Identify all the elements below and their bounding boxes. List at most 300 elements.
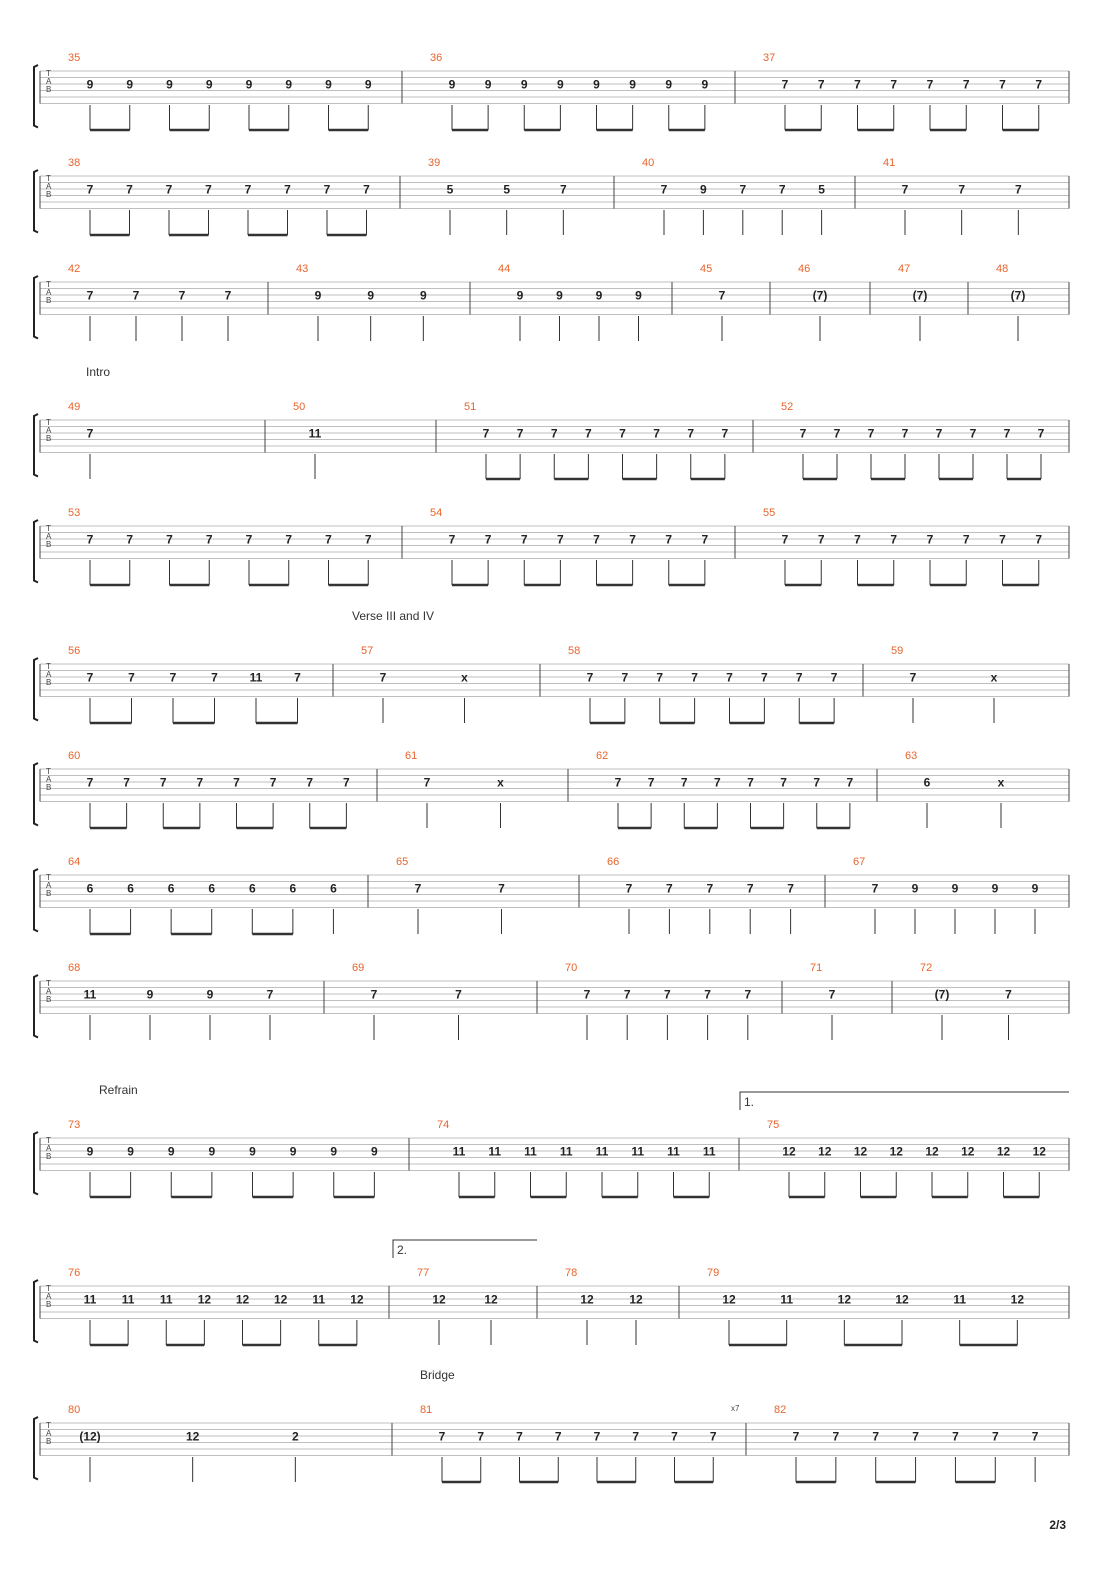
volta-bracket <box>393 1240 537 1258</box>
fret-number: 7 <box>325 532 332 547</box>
fret-number: 7 <box>438 1429 446 1444</box>
measure-number: 70 <box>565 962 578 974</box>
section-label: Intro <box>86 365 111 379</box>
measure-number: 61 <box>405 750 418 762</box>
system-bracket <box>34 763 38 826</box>
fret-number: 7 <box>781 77 789 92</box>
fret-number: 7 <box>477 1429 485 1444</box>
fret-number: x <box>497 775 504 790</box>
fret-number: 7 <box>665 532 673 547</box>
fret-number: 2 <box>291 1429 299 1444</box>
fret-number: 7 <box>781 532 789 547</box>
fret-number: 7 <box>593 532 600 547</box>
fret-number: 9 <box>593 77 600 92</box>
fret-number: 9 <box>556 288 563 303</box>
fret-number: 9 <box>1031 881 1039 896</box>
fret-number: 9 <box>635 288 642 303</box>
fret-number: 5 <box>818 182 825 197</box>
tab-clef-letter: B <box>46 296 52 305</box>
measure-number: 57 <box>361 645 374 657</box>
system-bracket <box>34 65 38 128</box>
fret-number: 7 <box>128 670 135 685</box>
fret-number: 7 <box>423 775 431 790</box>
fret-number: 7 <box>165 182 173 197</box>
fret-number: 11 <box>524 1144 537 1159</box>
tab-clef-letter: B <box>46 434 52 443</box>
volta-number: 1. <box>744 1095 755 1109</box>
fret-number: 7 <box>799 426 807 441</box>
system-bracket <box>34 869 38 932</box>
fret-number: 7 <box>623 987 631 1002</box>
fret-number: 7 <box>323 182 331 197</box>
fret-number: 7 <box>958 182 966 197</box>
fret-number: 9 <box>557 77 564 92</box>
fret-number: (7) <box>1010 288 1026 303</box>
fret-number: 7 <box>285 532 293 547</box>
fret-number: 9 <box>700 182 707 197</box>
measure-number: 54 <box>430 507 443 519</box>
tab-clef-letter: A <box>46 1144 52 1153</box>
fret-number: 7 <box>704 987 711 1002</box>
fret-number: 7 <box>86 532 94 547</box>
measure-number: 45 <box>700 263 713 275</box>
fret-number: 7 <box>744 987 752 1002</box>
fret-number: 7 <box>269 775 277 790</box>
tab-clef-letter: B <box>46 190 52 199</box>
tab-clef-letter: A <box>46 1292 52 1301</box>
fret-number: 12 <box>853 1144 868 1159</box>
measure-number: 39 <box>428 157 441 169</box>
fret-number: 12 <box>837 1292 852 1307</box>
fret-number: 7 <box>991 1429 999 1444</box>
fret-number: 7 <box>709 1429 717 1444</box>
fret-number: 11 <box>953 1292 967 1307</box>
tab-clef-letter: B <box>46 85 52 94</box>
fret-number: 7 <box>205 532 213 547</box>
fret-number: 9 <box>206 987 214 1002</box>
fret-number: 7 <box>1014 182 1022 197</box>
fret-number: 11 <box>121 1292 135 1307</box>
tab-clef-letter: T <box>46 873 51 882</box>
measure-number: 72 <box>920 962 933 974</box>
fret-number: 6 <box>167 881 175 896</box>
fret-number: 6 <box>923 775 931 790</box>
fret-number: 11 <box>631 1144 645 1159</box>
fret-number: 6 <box>86 881 94 896</box>
fret-number: 7 <box>294 670 301 685</box>
fret-number: 7 <box>778 182 786 197</box>
fret-number: 7 <box>211 670 218 685</box>
fret-number: 12 <box>961 1144 975 1159</box>
measure-number: 52 <box>781 401 794 413</box>
fret-number: 7 <box>999 532 1006 547</box>
fret-number: 12 <box>432 1292 446 1307</box>
fret-number: 6 <box>248 881 256 896</box>
fret-number: 7 <box>559 182 567 197</box>
fret-number: 9 <box>701 77 709 92</box>
fret-number: 7 <box>593 1429 601 1444</box>
fret-number: 7 <box>233 775 240 790</box>
fret-number: (12) <box>79 1429 101 1444</box>
fret-number: 9 <box>285 77 293 92</box>
measure-number: 65 <box>396 856 409 868</box>
fret-number: 7 <box>166 532 173 547</box>
fret-number: 7 <box>647 775 655 790</box>
fret-number: 12 <box>484 1292 498 1307</box>
fret-number: 7 <box>448 532 456 547</box>
fret-number: 9 <box>991 881 999 896</box>
measure-number: 79 <box>707 1267 720 1279</box>
tab-clef-letter: B <box>46 1437 52 1446</box>
section-label: Bridge <box>420 1368 455 1382</box>
fret-number: 5 <box>503 182 511 197</box>
page-number: 2/3 <box>1049 1518 1066 1532</box>
fret-number: 7 <box>664 987 671 1002</box>
tab-clef-letter: T <box>46 524 51 533</box>
fret-number: 9 <box>665 77 673 92</box>
fret-number: 7 <box>557 532 564 547</box>
fret-number: 7 <box>926 532 934 547</box>
fret-number: 7 <box>890 532 898 547</box>
fret-number: 7 <box>343 775 350 790</box>
fret-number: 7 <box>126 532 134 547</box>
fret-number: 11 <box>452 1144 466 1159</box>
fret-number: 12 <box>629 1292 643 1307</box>
fret-number: 12 <box>889 1144 903 1159</box>
measure-number: 63 <box>905 750 918 762</box>
fret-number: 7 <box>520 532 528 547</box>
measure-number: 78 <box>565 1267 578 1279</box>
fret-number: 7 <box>746 881 754 896</box>
fret-number: 6 <box>127 881 134 896</box>
fret-number: 7 <box>962 77 970 92</box>
fret-number: 7 <box>671 1429 678 1444</box>
tab-clef-letter: B <box>46 540 52 549</box>
system-bracket <box>34 276 38 339</box>
measure-number: 50 <box>293 401 306 413</box>
fret-number: 7 <box>680 775 688 790</box>
fret-number: 7 <box>632 1429 640 1444</box>
repeat-count: x7 <box>731 1404 740 1413</box>
tab-clef-letter: A <box>46 987 52 996</box>
fret-number: 9 <box>330 1144 338 1159</box>
fret-number: 11 <box>83 1292 97 1307</box>
measure-number: 69 <box>352 962 365 974</box>
fret-number: 11 <box>559 1144 573 1159</box>
section-label: Refrain <box>99 1083 138 1097</box>
measure-number: 55 <box>763 507 776 519</box>
fret-number: 7 <box>830 670 838 685</box>
fret-number: 9 <box>126 77 134 92</box>
fret-number: 7 <box>795 670 803 685</box>
fret-number: 9 <box>419 288 427 303</box>
fret-number: 7 <box>660 182 668 197</box>
fret-number: 12 <box>197 1292 212 1307</box>
fret-number: 12 <box>350 1292 364 1307</box>
fret-number: 7 <box>1031 1429 1039 1444</box>
fret-number: 7 <box>482 426 490 441</box>
fret-number: 7 <box>854 77 861 92</box>
tab-clef-letter: A <box>46 77 52 86</box>
tab-clef-letter: B <box>46 783 52 792</box>
measure-number: 66 <box>607 856 620 868</box>
measure-number: 47 <box>898 263 911 275</box>
fret-number: 7 <box>739 182 747 197</box>
fret-number: 7 <box>787 881 794 896</box>
fret-number: 9 <box>595 288 603 303</box>
fret-number: 7 <box>159 775 167 790</box>
fret-number: 11 <box>308 426 322 441</box>
fret-number: 7 <box>629 532 636 547</box>
fret-number: 7 <box>1035 77 1043 92</box>
tab-clef-letter: T <box>46 979 51 988</box>
measure-number: 74 <box>437 1119 450 1131</box>
tab-clef-letter: T <box>46 767 51 776</box>
measure-number: 71 <box>810 962 823 974</box>
fret-number: x <box>990 670 998 685</box>
fret-number: 5 <box>446 182 454 197</box>
fret-number: 7 <box>244 182 252 197</box>
system-bracket <box>34 414 38 477</box>
tab-clef-letter: T <box>46 1284 51 1293</box>
fret-number: x <box>997 775 1005 790</box>
fret-number: 7 <box>621 670 629 685</box>
volta-number: 2. <box>397 1243 408 1257</box>
fret-number: 7 <box>706 881 714 896</box>
system-bracket <box>34 658 38 721</box>
fret-number: 12 <box>235 1292 250 1307</box>
measure-number: 41 <box>883 157 896 169</box>
fret-number: 7 <box>872 1429 880 1444</box>
fret-number: 7 <box>1035 532 1043 547</box>
fret-number: 7 <box>516 426 524 441</box>
fret-number: 9 <box>314 288 322 303</box>
fret-number: 7 <box>867 426 875 441</box>
fret-number: 7 <box>792 1429 800 1444</box>
measure-number: 82 <box>774 1404 787 1416</box>
fret-number: 9 <box>629 77 636 92</box>
fret-number: 12 <box>722 1292 736 1307</box>
measure-number: 76 <box>68 1267 81 1279</box>
fret-number: 7 <box>614 775 622 790</box>
fret-number: 7 <box>86 426 94 441</box>
fret-number: 7 <box>999 77 1006 92</box>
fret-number: 9 <box>208 1144 216 1159</box>
fret-number: 7 <box>414 881 422 896</box>
fret-number: 11 <box>702 1144 716 1159</box>
fret-number: 7 <box>585 426 592 441</box>
fret-number: 7 <box>306 775 314 790</box>
tab-clef-letter: A <box>46 426 52 435</box>
fret-number: 9 <box>245 77 253 92</box>
fret-number: x <box>461 670 468 685</box>
measure-number: 73 <box>68 1119 81 1131</box>
fret-number: 7 <box>196 775 204 790</box>
fret-number: 7 <box>828 987 836 1002</box>
fret-number: 9 <box>86 1144 94 1159</box>
measure-number: 35 <box>68 52 81 64</box>
fret-number: 7 <box>86 775 94 790</box>
fret-number: 9 <box>516 288 524 303</box>
measure-number: 42 <box>68 263 81 275</box>
measure-number: 40 <box>642 157 655 169</box>
tab-clef-letter: A <box>46 670 52 679</box>
fret-number: 7 <box>178 288 186 303</box>
fret-number: 9 <box>167 1144 175 1159</box>
system-bracket <box>34 520 38 583</box>
measure-number: 68 <box>68 962 81 974</box>
fret-number: 7 <box>901 426 909 441</box>
measure-number: 51 <box>464 401 477 413</box>
fret-number: 9 <box>371 1144 378 1159</box>
fret-number: 7 <box>653 426 660 441</box>
measure-number: 48 <box>996 263 1009 275</box>
fret-number: 11 <box>667 1144 680 1159</box>
fret-number: 7 <box>832 1429 840 1444</box>
fret-number: 12 <box>1010 1292 1025 1307</box>
tab-clef-letter: T <box>46 280 51 289</box>
system-bracket <box>34 975 38 1038</box>
system-bracket <box>34 1417 38 1480</box>
tab-clef-letter: B <box>46 678 52 687</box>
measure-number: 67 <box>853 856 866 868</box>
fret-number: 9 <box>166 77 173 92</box>
fret-number: 7 <box>726 670 733 685</box>
fret-number: 11 <box>249 670 263 685</box>
tab-clef-letter: T <box>46 69 51 78</box>
volta-bracket <box>740 1092 1069 1110</box>
fret-number: 12 <box>895 1292 909 1307</box>
fret-number: 9 <box>911 881 919 896</box>
fret-number: 7 <box>554 1429 562 1444</box>
fret-number: 7 <box>935 426 943 441</box>
fret-number: 7 <box>224 288 232 303</box>
fret-number: 9 <box>367 288 375 303</box>
measure-number: 46 <box>798 263 811 275</box>
fret-number: 11 <box>312 1292 326 1307</box>
fret-number: 7 <box>714 775 721 790</box>
measure-number: 80 <box>68 1404 81 1416</box>
fret-number: 9 <box>448 77 456 92</box>
fret-number: (7) <box>912 288 928 303</box>
fret-number: 7 <box>484 532 492 547</box>
fret-number: 7 <box>169 670 177 685</box>
measure-number: 77 <box>417 1267 430 1279</box>
fret-number: 9 <box>86 77 94 92</box>
fret-number: 7 <box>701 532 709 547</box>
fret-number: 7 <box>132 288 140 303</box>
fret-number: 9 <box>484 77 492 92</box>
system-bracket <box>34 170 38 233</box>
system-bracket <box>34 1132 38 1195</box>
fret-number: 7 <box>266 987 274 1002</box>
fret-number: 9 <box>289 1144 297 1159</box>
fret-number: 7 <box>813 775 821 790</box>
tab-clef-letter: B <box>46 995 52 1004</box>
fret-number: 9 <box>205 77 213 92</box>
tab-clef-letter: T <box>46 662 51 671</box>
fret-number: 11 <box>595 1144 609 1159</box>
fret-number: 9 <box>520 77 528 92</box>
fret-number: 7 <box>871 881 879 896</box>
measure-number: 59 <box>891 645 904 657</box>
fret-number: 6 <box>330 881 337 896</box>
fret-number: 9 <box>249 1144 256 1159</box>
fret-number: 7 <box>952 1429 959 1444</box>
measure-number: 38 <box>68 157 81 169</box>
fret-number: 11 <box>488 1144 502 1159</box>
measure-number: 62 <box>596 750 609 762</box>
fret-number: 7 <box>909 670 917 685</box>
fret-number: 7 <box>962 532 970 547</box>
fret-number: 7 <box>364 532 372 547</box>
tab-clef-letter: T <box>46 1136 51 1145</box>
fret-number: 7 <box>721 426 729 441</box>
fret-number: 7 <box>550 426 558 441</box>
fret-number: 12 <box>185 1429 200 1444</box>
fret-number: 9 <box>951 881 959 896</box>
tab-clef-letter: B <box>46 1300 52 1309</box>
fret-number: 7 <box>747 775 754 790</box>
fret-number: 7 <box>126 182 133 197</box>
fret-number: 7 <box>901 182 909 197</box>
fret-number: (7) <box>934 987 950 1002</box>
fret-number: 12 <box>273 1292 288 1307</box>
fret-number: 7 <box>86 670 94 685</box>
fret-number: 7 <box>123 775 130 790</box>
fret-number: 7 <box>656 670 664 685</box>
fret-number: 7 <box>890 77 898 92</box>
fret-number: 7 <box>817 532 825 547</box>
measure-number: 60 <box>68 750 81 762</box>
fret-number: 7 <box>455 987 462 1002</box>
fret-number: 7 <box>586 670 594 685</box>
fret-number: (7) <box>812 288 828 303</box>
tab-clef-letter: A <box>46 532 52 541</box>
fret-number: 7 <box>498 881 505 896</box>
fret-number: 7 <box>761 670 768 685</box>
fret-number: 12 <box>925 1144 939 1159</box>
fret-number: 7 <box>912 1429 919 1444</box>
tab-clef-letter: T <box>46 174 51 183</box>
fret-number: 7 <box>691 670 698 685</box>
fret-number: 7 <box>666 881 673 896</box>
fret-number: 11 <box>83 987 97 1002</box>
fret-number: 7 <box>687 426 695 441</box>
fret-number: 12 <box>782 1144 796 1159</box>
fret-number: 6 <box>208 881 216 896</box>
fret-number: 9 <box>325 77 332 92</box>
tab-clef-letter: A <box>46 881 52 890</box>
fret-number: 7 <box>854 532 861 547</box>
measure-number: 36 <box>430 52 443 64</box>
fret-number: 7 <box>516 1429 523 1444</box>
measure-number: 58 <box>568 645 581 657</box>
fret-number: 7 <box>284 182 291 197</box>
fret-number: 7 <box>718 288 726 303</box>
fret-number: 7 <box>370 987 378 1002</box>
tab-clef-letter: T <box>46 1421 51 1430</box>
measure-number: 43 <box>296 263 309 275</box>
tab-clef-letter: A <box>46 182 52 191</box>
fret-number: 7 <box>1005 987 1012 1002</box>
fret-number: 12 <box>996 1144 1011 1159</box>
fret-number: 7 <box>926 77 934 92</box>
fret-number: 7 <box>619 426 626 441</box>
fret-number: 9 <box>364 77 372 92</box>
fret-number: 7 <box>245 532 253 547</box>
fret-number: 12 <box>580 1292 594 1307</box>
